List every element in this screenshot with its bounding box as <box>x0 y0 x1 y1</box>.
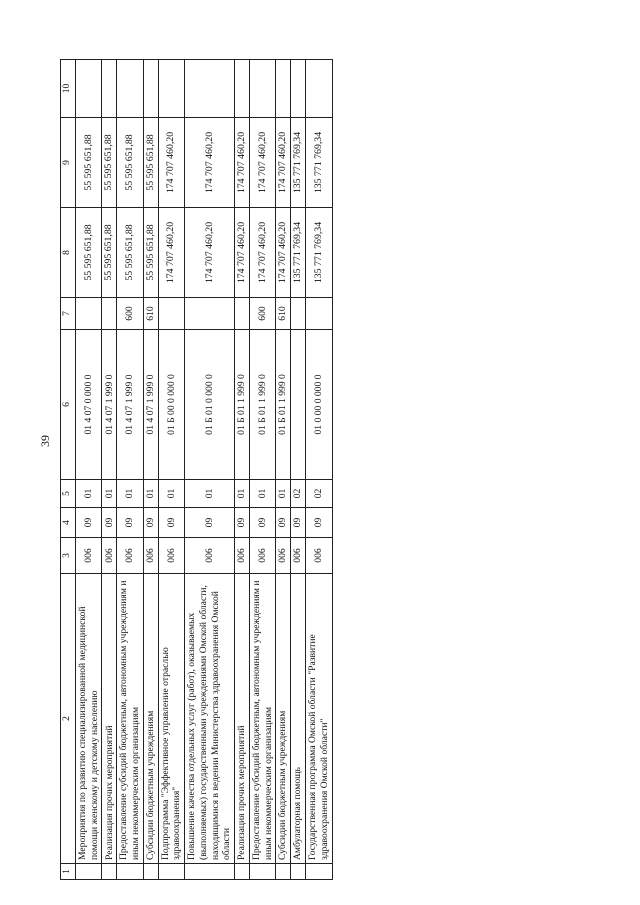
col-header: 1 <box>61 864 76 880</box>
cell-section: 09 <box>276 508 291 538</box>
cell-expense-type <box>306 298 332 330</box>
cell-amount-regional: 55 595 651,88 <box>117 118 143 208</box>
cell-expense-type <box>76 298 102 330</box>
cell-amount-regional: 174 707 460,20 <box>185 118 235 208</box>
cell-col1 <box>158 864 184 880</box>
cell-section: 09 <box>102 508 117 538</box>
cell-target-item: 01 4 07 0 000 0 <box>76 330 102 480</box>
cell-subsection: 01 <box>276 480 291 508</box>
budget-table <box>60 59 333 880</box>
cell-col1 <box>249 864 275 880</box>
cell-amount-regional: 135 771 769,34 <box>291 118 306 208</box>
cell-target-item: 01 Б 01 0 000 0 <box>185 330 235 480</box>
table-row <box>117 60 143 880</box>
cell-col10 <box>143 60 158 118</box>
table-row <box>76 60 102 880</box>
cell-target-item: 01 4 07 1 999 0 <box>143 330 158 480</box>
cell-amount-total: 55 595 651,88 <box>102 208 117 298</box>
cell-expense-type: 600 <box>117 298 143 330</box>
cell-amount-regional: 55 595 651,88 <box>76 118 102 208</box>
cell-target-item: 01 Б 01 1 999 0 <box>276 330 291 480</box>
cell-name: Мероприятия по развитию специализированной медицинской помощи женскому и детскому населению <box>76 574 102 864</box>
cell-amount-total: 174 707 460,20 <box>234 208 249 298</box>
cell-expense-type: 610 <box>143 298 158 330</box>
cell-amount-total: 55 595 651,88 <box>117 208 143 298</box>
cell-section: 09 <box>234 508 249 538</box>
cell-subsection: 01 <box>76 480 102 508</box>
page-number: 39 <box>38 435 52 447</box>
cell-ministry: 006 <box>249 538 275 574</box>
cell-target-item: 01 Б 01 1 999 0 <box>234 330 249 480</box>
cell-name: Реализация прочих мероприятий <box>234 574 249 864</box>
cell-amount-total: 174 707 460,20 <box>185 208 235 298</box>
cell-section: 09 <box>143 508 158 538</box>
table-row <box>185 60 235 880</box>
cell-section: 09 <box>185 508 235 538</box>
cell-subsection: 01 <box>249 480 275 508</box>
table-row <box>158 60 184 880</box>
cell-target-item: 01 0 00 0 000 0 <box>306 330 332 480</box>
table-row <box>276 60 291 880</box>
cell-amount-total: 174 707 460,20 <box>276 208 291 298</box>
cell-subsection: 01 <box>234 480 249 508</box>
cell-name: Подпрограмма "Эффективное управление отраслью здравоохранения" <box>158 574 184 864</box>
cell-col10 <box>234 60 249 118</box>
cell-col1 <box>185 864 235 880</box>
table-row <box>102 60 117 880</box>
cell-target-item <box>291 330 306 480</box>
cell-col1 <box>234 864 249 880</box>
header-row <box>61 60 76 880</box>
cell-section: 09 <box>291 508 306 538</box>
cell-amount-regional: 174 707 460,20 <box>234 118 249 208</box>
table-row <box>143 60 158 880</box>
table-row <box>249 60 275 880</box>
cell-col1 <box>306 864 332 880</box>
cell-col1 <box>76 864 102 880</box>
cell-amount-regional: 135 771 769,34 <box>306 118 332 208</box>
cell-ministry: 006 <box>306 538 332 574</box>
cell-amount-total: 135 771 769,34 <box>306 208 332 298</box>
cell-subsection: 02 <box>291 480 306 508</box>
cell-col10 <box>276 60 291 118</box>
cell-subsection: 01 <box>185 480 235 508</box>
cell-expense-type <box>234 298 249 330</box>
cell-col10 <box>158 60 184 118</box>
cell-target-item: 01 Б 01 1 999 0 <box>249 330 275 480</box>
cell-ministry: 006 <box>158 538 184 574</box>
cell-ministry: 006 <box>291 538 306 574</box>
table-row <box>291 60 306 880</box>
budget-table-rotated <box>60 60 550 880</box>
cell-subsection: 02 <box>306 480 332 508</box>
col-header: 7 <box>61 298 76 330</box>
cell-target-item: 01 4 07 1 999 0 <box>117 330 143 480</box>
cell-expense-type: 610 <box>276 298 291 330</box>
col-header: 4 <box>61 508 76 538</box>
cell-amount-regional: 174 707 460,20 <box>276 118 291 208</box>
cell-expense-type <box>185 298 235 330</box>
cell-amount-total: 174 707 460,20 <box>158 208 184 298</box>
cell-expense-type <box>158 298 184 330</box>
cell-section: 09 <box>76 508 102 538</box>
col-header: 8 <box>61 208 76 298</box>
cell-ministry: 006 <box>276 538 291 574</box>
cell-col10 <box>76 60 102 118</box>
cell-name: Амбулаторная помощь <box>291 574 306 864</box>
table-body <box>76 60 333 880</box>
cell-target-item: 01 4 07 1 999 0 <box>102 330 117 480</box>
cell-section: 09 <box>117 508 143 538</box>
cell-col10 <box>291 60 306 118</box>
cell-amount-regional: 174 707 460,20 <box>158 118 184 208</box>
col-header: 10 <box>61 60 76 118</box>
cell-col10 <box>306 60 332 118</box>
cell-ministry: 006 <box>234 538 249 574</box>
cell-name: Реализация прочих мероприятий <box>102 574 117 864</box>
cell-subsection: 01 <box>102 480 117 508</box>
col-header: 9 <box>61 118 76 208</box>
cell-ministry: 006 <box>143 538 158 574</box>
cell-col10 <box>249 60 275 118</box>
cell-expense-type: 600 <box>249 298 275 330</box>
cell-subsection: 01 <box>158 480 184 508</box>
cell-name: Государственная программа Омской области "Развитие здравоохранения Омской области" <box>306 574 332 864</box>
cell-ministry: 006 <box>76 538 102 574</box>
cell-col1 <box>102 864 117 880</box>
cell-ministry: 006 <box>117 538 143 574</box>
col-header: 6 <box>61 330 76 480</box>
cell-ministry: 006 <box>185 538 235 574</box>
col-header: 2 <box>61 574 76 864</box>
cell-amount-total: 174 707 460,20 <box>249 208 275 298</box>
cell-amount-regional: 174 707 460,20 <box>249 118 275 208</box>
cell-subsection: 01 <box>117 480 143 508</box>
cell-col10 <box>117 60 143 118</box>
cell-section: 09 <box>158 508 184 538</box>
cell-amount-regional: 55 595 651,88 <box>102 118 117 208</box>
cell-ministry: 006 <box>102 538 117 574</box>
cell-section: 09 <box>249 508 275 538</box>
cell-target-item: 01 Б 00 0 000 0 <box>158 330 184 480</box>
cell-name: Субсидии бюджетным учреждениям <box>143 574 158 864</box>
cell-amount-total: 135 771 769,34 <box>291 208 306 298</box>
cell-col1 <box>276 864 291 880</box>
cell-col1 <box>291 864 306 880</box>
cell-expense-type <box>102 298 117 330</box>
cell-name: Предоставление субсидий бюджетным, автономным учреждениям и иным некоммерческим организациям <box>249 574 275 864</box>
cell-section: 09 <box>306 508 332 538</box>
cell-name: Предоставление субсидий бюджетным, автономным учреждениям и иным некоммерческим организациям <box>117 574 143 864</box>
cell-col1 <box>117 864 143 880</box>
cell-amount-total: 55 595 651,88 <box>76 208 102 298</box>
cell-col10 <box>185 60 235 118</box>
cell-name: Повышение качества отдельных услуг (работ), оказываемых (выполняемых) государственными учреждениями Омской области, находящимися в ведении Министерства здравоохранения Омской области <box>185 574 235 864</box>
table-row <box>234 60 249 880</box>
cell-col10 <box>102 60 117 118</box>
cell-expense-type <box>291 298 306 330</box>
cell-name: Субсидии бюджетным учреждениям <box>276 574 291 864</box>
cell-amount-regional: 55 595 651,88 <box>143 118 158 208</box>
col-header: 3 <box>61 538 76 574</box>
col-header: 5 <box>61 480 76 508</box>
cell-col1 <box>143 864 158 880</box>
cell-amount-total: 55 595 651,88 <box>143 208 158 298</box>
cell-subsection: 01 <box>143 480 158 508</box>
table-row <box>306 60 332 880</box>
